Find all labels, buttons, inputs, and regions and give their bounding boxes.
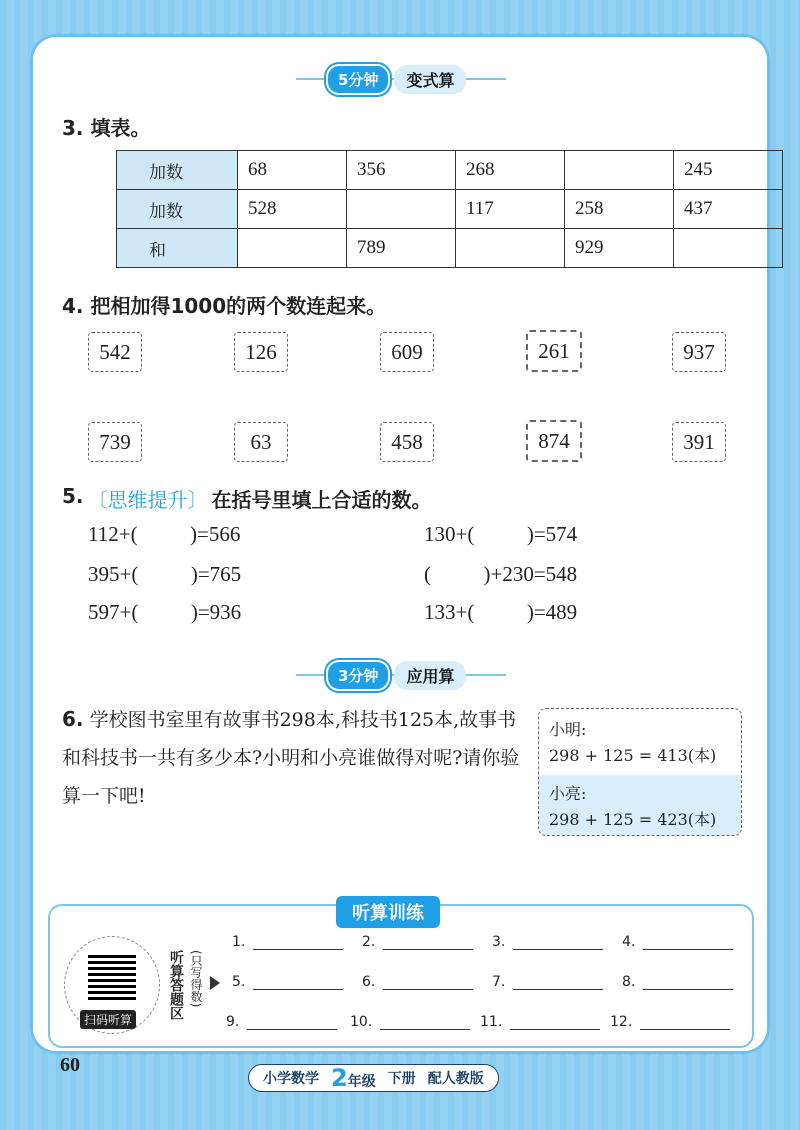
answer-blank[interactable]: 5.	[232, 974, 343, 990]
listening-title: 听算训练	[336, 896, 440, 928]
xiaoliang-label: 小亮:	[549, 784, 587, 803]
equation[interactable]: 395+( )=765	[88, 562, 242, 586]
answer-blank[interactable]: 7.	[492, 974, 603, 990]
q3-title: 3. 填表。	[62, 116, 151, 140]
number-box[interactable]: 937	[672, 332, 726, 372]
number-box[interactable]: 261	[526, 330, 582, 372]
section-title: 应用算	[394, 661, 466, 690]
number-box[interactable]: 874	[526, 420, 582, 462]
table-row	[117, 151, 783, 190]
answer-blank[interactable]: 2.	[362, 934, 473, 950]
time-badge: 5分钟	[326, 64, 390, 95]
table-cell[interactable]	[565, 151, 674, 190]
xiaoming-equation: 298 + 125 = 413(本)	[549, 746, 717, 765]
table-cell[interactable]	[347, 190, 456, 229]
answer-blank[interactable]: 6.	[362, 974, 473, 990]
table-row	[117, 229, 783, 268]
answer-blank[interactable]: 4.	[622, 934, 733, 950]
q5-number: 5.	[62, 484, 84, 508]
q4-title: 4. 把相加得1000的两个数连起来。	[62, 294, 387, 318]
answer-blank[interactable]: 10.	[350, 1014, 470, 1030]
qr-caption: 扫码听算	[80, 1010, 136, 1029]
answer-area-label: 听算答题区	[168, 950, 184, 1020]
answer-area-note: (只写得数)	[189, 950, 203, 1008]
table-cell[interactable]: 789	[347, 229, 456, 268]
q5-text: 在括号里填上合适的数。	[211, 488, 432, 512]
equation[interactable]: 597+( )=936	[88, 600, 242, 624]
fill-table	[116, 150, 783, 268]
table-cell[interactable]: 117	[456, 190, 565, 229]
answer-blank[interactable]: 3.	[492, 934, 603, 950]
table-cell[interactable]: 528	[238, 190, 347, 229]
number-box[interactable]: 63	[234, 422, 288, 462]
answer-blank[interactable]: 8.	[622, 974, 733, 990]
row-label: 加数	[117, 151, 238, 190]
time-badge: 3分钟	[326, 660, 390, 691]
answer-blank[interactable]: 1.	[232, 934, 343, 950]
number-box[interactable]: 609	[380, 332, 434, 372]
q6-problem	[62, 700, 532, 815]
table-cell[interactable]: 258	[565, 190, 674, 229]
equation[interactable]: 133+( )=489	[424, 600, 578, 624]
number-box[interactable]: 391	[672, 422, 726, 462]
section-header-application	[326, 662, 466, 688]
equation[interactable]: 130+( )=574	[424, 522, 578, 546]
table-cell[interactable]: 929	[565, 229, 674, 268]
table-cell[interactable]: 245	[674, 151, 783, 190]
qr-code-icon[interactable]	[88, 952, 136, 1000]
row-label: 加数	[117, 190, 238, 229]
number-box[interactable]: 542	[88, 332, 142, 372]
answer-blank[interactable]: 12.	[610, 1014, 730, 1030]
grade-number: 2	[331, 1064, 348, 1092]
equation[interactable]: ( )+230=548	[424, 562, 578, 586]
thinking-tag: 〔思维提升〕	[87, 488, 208, 512]
number-box[interactable]: 739	[88, 422, 142, 462]
table-cell[interactable]: 68	[238, 151, 347, 190]
xiaoliang-equation: 298 + 125 = 423(本)	[549, 810, 717, 829]
q5-title	[62, 484, 432, 513]
table-cell[interactable]: 356	[347, 151, 456, 190]
row-label: 和	[117, 229, 238, 268]
table-cell[interactable]: 268	[456, 151, 565, 190]
table-row	[117, 190, 783, 229]
number-box[interactable]: 126	[234, 332, 288, 372]
table-cell[interactable]	[674, 229, 783, 268]
section-title: 变式算	[394, 65, 466, 94]
q6-text: 学校图书室里有故事书298本,科技书125本,故事书和科技书一共有多少本?小明和小亮谁做得对呢?请你验算一下吧!	[62, 709, 520, 807]
table-cell[interactable]: 437	[674, 190, 783, 229]
grade-label: 年级	[347, 1074, 376, 1090]
book-footer	[248, 1064, 499, 1092]
play-arrow-icon	[210, 976, 220, 990]
volume: 下册	[387, 1071, 416, 1087]
page-number: 60	[60, 1054, 80, 1076]
equation[interactable]: 112+( )=566	[88, 522, 241, 546]
number-box[interactable]: 458	[380, 422, 434, 462]
section-header-variant	[326, 66, 466, 92]
answer-blank[interactable]: 11.	[480, 1014, 600, 1030]
table-cell[interactable]	[238, 229, 347, 268]
subject: 小学数学	[263, 1071, 319, 1087]
q6-number: 6.	[62, 707, 84, 731]
edition: 配人教版	[427, 1071, 484, 1087]
xiaoming-label: 小明:	[549, 720, 587, 739]
table-cell[interactable]	[456, 229, 565, 268]
answer-compare-box	[538, 708, 742, 836]
answer-blank[interactable]: 9.	[226, 1014, 337, 1030]
